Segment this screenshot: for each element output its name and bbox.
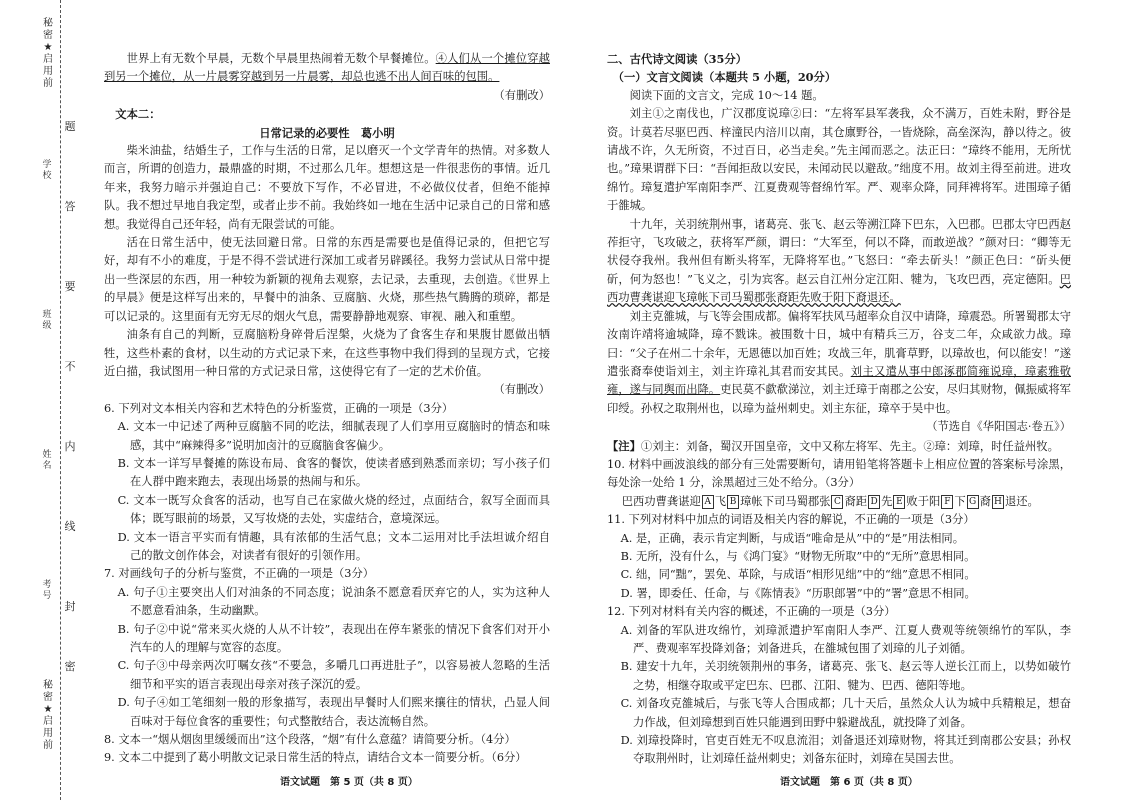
- answer-box[interactable]: E: [893, 495, 905, 509]
- seal-top: 秘密★启用前: [43, 18, 53, 89]
- seal-char: 内: [64, 440, 76, 453]
- binding-dashed-line: [60, 0, 61, 800]
- q6-option-a: A. 文本一中记述了两种豆腐脑不同的吃法，细腻表现了人们享用豆腐脑时的情态和味感，其中“麻辣得多”说明加卤汁的豆腐脑食客偏少。: [117, 420, 550, 452]
- question-11: 11. 下列对材料中加点的词语及相关内容的解说，不正确的一项是（3分）: [607, 513, 975, 527]
- q11-option-d: D. 署，即委任、任命，与《陈情表》“历职郎署”中的“署”意思不相同。: [620, 586, 976, 600]
- underlined-sentence: 刘主又遣从事中郎涿郡简雍说璋，璋素雅敬雍，遂与同舆而出降。: [607, 364, 1071, 397]
- right-page: [607, 50, 1071, 769]
- q6-option-c: C. 文本一既写众食客的活动，也写自己在家做火烧的经过，点面结合，叙写全面而具体；既写眼前的场景，又写妆烧的去处，实虚结合，意境深远。: [117, 493, 550, 526]
- answer-box[interactable]: H: [992, 495, 1004, 509]
- question-8: 8. 文本一“烟从烟囱里缓缓而出”这个段落，“烟”有什么意蕴？请简要分析。（4分）: [104, 733, 516, 747]
- footnote: 【注】①刘主：刘备，蜀汉开国皇帝，文中又称左将军、先主。②璋：刘璋，时任益州牧。: [607, 438, 1059, 453]
- q11-option-c: C. 绌，同“黜”，罢免、革除，与成语“相形见绌”中的“绌”意思不相同。: [620, 568, 976, 582]
- seal-char: 线: [64, 520, 76, 533]
- text2-paragraph: 柴米油盐，结婚生子，工作与生活的日常，足以磨灭一个文学青年的热情。对多数人而言，所谓的创造力，最鼎盛的时期，不过那么几年。想想这是一件很悲伤的事情。近几年来，我努力暗示并强迫自己：不要放下写作，不必冒进，不必做仪仗者，但绝不能掉队。我不想过早地自我定型，或者止步不前。我始终如一地在生活中记录自己的日常和感想。我觉得自己还年轻，尚有无限尝试的可能。: [104, 144, 550, 231]
- seal-char: 要: [64, 280, 76, 293]
- seal-char: 答: [64, 200, 76, 213]
- classical-paragraph: 刘主①之南伐也，广汉郡度说璋②曰：“左将军县军袭我，众不满万，百姓未附，野谷是资。计莫若尽驱巴西、梓潼民内涪川以南，其仓廪野谷，一皆烧除，高垒深沟，静以待之。彼请战不许，久无所资，不过百日，必当走矣。”先主闻而恶之。法正曰：“璋终不能用，无所忧也。”璋果谓群下曰：“吾闻拒敌以安民，未闻动民以避敌。”绌度不用。故刘主得至前进。进攻绵竹。璋复遣护军南阳李严、江夏费观等督绵竹军。严、观率众降，同拜裨将军。进围璋子循于雒城。: [607, 107, 1071, 213]
- text2-label: 文本二：: [115, 107, 161, 122]
- answer-box[interactable]: G: [967, 495, 979, 509]
- q11-option-a: A. 是，正确，表示肯定判断，与成语“唯命是从”中的“是”用法相同。: [620, 531, 965, 545]
- q7-option-c: C. 句子③中母亲两次叮嘱女孩“不要急，多嚼几口再进肚子”，以容易被人忽略的生活细节和平实的语言表现出母亲对孩子深沉的爱。: [117, 659, 550, 691]
- answer-box[interactable]: A: [702, 495, 714, 509]
- q11-option-b: B. 无所，没有什么，与《鸿门宴》“财物无所取”中的“无所”意思相同。: [620, 549, 976, 563]
- field-school: 学校: [42, 160, 52, 181]
- classical-paragraph: 十九年，关羽统荆州事，诸葛亮、张飞、赵云等溯江降下巴东，入巴郡。巴郡太守巴西赵莋拒守，飞攻破之，获将军严颜，谓曰：“大军至，何以不降，而敢逆战？”颜对曰：“卿等无状侵夺我州。我州但有断头将军，无降将军也。”飞怒曰：“牵去斫头！”颜正色曰：“斫头便斫，何为怒也！”飞义之，引为宾客。赵云自江州分定江阳、犍为，飞攻巴西，亮定德阳。巴西功曹龚谌迎飞璋帐下司马蜀郡张裔距先败于阳下裔退还。: [607, 217, 1071, 305]
- reading-instructions: 阅读下面的文言文，完成 10～14 题。: [629, 88, 824, 102]
- text1-continuation: 世界上有无数个早晨，无数个早晨里热闹着无数个早餐摊位。④人们从一个摊位穿越到另一个摊位，从一片晨雾穿越到另一片晨雾，却总也逃不出人间百味的包围。: [104, 52, 550, 84]
- q12-option-b: B. 建安十九年，关羽统领荆州的事务，诸葛亮、张飞、赵云等人逆长江而上，以势如破竹之势，相继夺取或平定巴东、巴郡、江阳、犍为、巴西、德阳等地。: [620, 660, 1071, 692]
- text2-paragraph: 活在日常生活中，使无法回避日常。日常的东西是需要也是值得记录的，但把它写好，却有不小的难度，于是不得不尝试进行深加工或者另辟蹊径。我努力尝试从日常中提出一些深层的东西，用一种较为新颖的视角去观察，去记录，去重现，去创造。《世界上的早晨》便是这样写出来的，早餐中的油条、豆腐脑、火烧，那些热气腾腾的琐碎，都是可以记录的。这里面有无穷无尽的烟火气息，需要静静地观察、审视、融入和重塑。: [104, 236, 550, 323]
- subsection-heading: （一）文言文阅读（本题共 5 小题，20分）: [612, 70, 837, 85]
- seal-char: 封: [64, 600, 76, 613]
- answer-box[interactable]: D: [868, 495, 880, 509]
- question-12: 12. 下列对材料有关内容的概述，不正确的一项是（3分）: [607, 605, 896, 619]
- q12-option-c: C. 刘备攻克雒城后，与张飞等人合围成都；几十天后，虽然众人认为城中兵精粮足，想奋力作战，但刘璋想到百姓只能遇到田野中躲避战乱，就投降了刘备。: [620, 697, 1071, 729]
- binding-margin: [0, 0, 82, 800]
- edit-note: （有删改）: [493, 383, 550, 397]
- answer-box[interactable]: B: [727, 495, 739, 509]
- q6-option-d: D. 文本一语言平实而有情趣，具有浓郁的生活气息；文本二运用对比手法坦诚介绍自己的散文创作体会，对读者有很好的引领作用。: [117, 530, 550, 562]
- q10-sequence: 巴西功曹龚谌迎 A 飞 B 璋帐下司马蜀郡张 C 裔距 D 先 E 败于阳 F 下 G 裔 H 退还。: [621, 494, 1039, 508]
- text2-title: 日常记录的必要性 葛小明: [259, 125, 395, 140]
- answer-box[interactable]: C: [831, 495, 843, 509]
- left-page: [104, 50, 550, 768]
- edit-note: （有删改）: [493, 88, 550, 102]
- question-9: 9. 文本二中提到了葛小明散文记录日常生活的特点，请结合文本一简要分析。（6分）: [104, 751, 527, 765]
- seal-char: 题: [64, 120, 76, 133]
- field-number: 考号: [42, 580, 52, 601]
- q12-option-a: A. 刘备的军队进攻绵竹，刘璋派遣护军南阳人李严、江夏人费观等统领绵竹的军队，李严、费观率军投降刘备；刘备进兵，在雒城包围了刘璋的儿子刘循。: [620, 623, 1071, 655]
- field-name: 姓名: [42, 450, 52, 471]
- q7-option-d: D. 句子④如工笔细刻一般的形象描写，表现出早餐时人们熙来攘往的情状，凸显人间百味对于每位食客的重要性；句式整散结合，表达流畅自然。: [117, 696, 550, 728]
- question-6: 6. 下列对文本相关内容和艺术特色的分析鉴赏，正确的一项是（3分）: [104, 401, 454, 415]
- q7-option-b: B. 句子②中说“常来买火烧的人从不计较”，表现出在停车紧张的情况下食客们对开小汽车的人的理解与宽容的态度。: [117, 622, 550, 654]
- wavy-underlined-passage: 巴西功曹龚谌迎飞璋帐下司马蜀郡张裔距先败于阳下裔退还。: [607, 272, 1071, 305]
- page-footer-left: 语文试题 第 5 页（共 8 页）: [280, 777, 418, 788]
- question-10: 10. 材料中画波浪线的部分有三处需要断句，请用铅笔将答题卡上相应位置的答案标号涂黑，每处涂一处给 1 分，涂黑超过三处不给分。（3分）: [607, 457, 1071, 490]
- q12-option-d: D. 刘璋投降时，官吏百姓无不叹息流泪；刘备退还刘璋财物，将其迁到南郡公安县；孙权夺取荆州时，让刘璋任益州刺史；刘备东征时，刘璋在吴国去世。: [620, 734, 1071, 766]
- page-footer-right: 语文试题 第 6 页（共 8 页）: [780, 777, 918, 788]
- classical-paragraph: 刘主克雒城，与飞等会围成都。偏将军扶风马超率众自汉中请降，璋震恐。所署蜀郡太守汝南许靖将逾城降，璋不戮诛。被围数十日，城中有精兵三万，谷支二年，众咸欲力战。璋曰：“父子在州二十余年，无恩德以加百姓；攻战三年，肌膏草野，以璋故也，何以能安！”遂遣张裔奉使诣刘主，刘主许璋礼其君而安其民。刘主又遣从事中郎涿郡简雍说璋，璋素雅敬雍，遂与同舆而出降。吏民莫不歔欷涕泣，刘主迁璋于南郡之公安，尽归其财物，佩振威将军印绶。孙权之取荆州也，以璋为益州刺史。刘主东征，璋卒于吴中也。: [607, 309, 1071, 415]
- underlined-sentence-4: ④人们从一个摊位穿越到另一个摊位，从一片晨雾穿越到另一片晨雾，却总也逃不出人间百味的包围。: [104, 52, 550, 84]
- seal-char: 密: [64, 660, 76, 673]
- question-7: 7. 对画线句子的分析与鉴赏，不正确的一项是（3分）: [104, 567, 375, 581]
- answer-box[interactable]: F: [941, 495, 953, 509]
- seal-bottom: 秘密★启用前: [43, 680, 53, 751]
- seal-char: 不: [64, 360, 76, 373]
- q6-option-b: B. 文本一详写早餐摊的陈设布局、食客的餐饮，使读者感到熟悉而亲切；写小孩子们在人群中跑来跑去，表现出场景的热闹与和乐。: [117, 456, 550, 489]
- source-note: （节选自《华阳国志·卷五》）: [926, 420, 1071, 434]
- section-heading: 二、古代诗文阅读（35分）: [607, 52, 747, 66]
- text2-paragraph: 油条有自己的判断，豆腐脑粉身碎骨后涅槃，火烧为了食客生存和果腹甘愿做出牺牲，这些朴素的食材，以生动的方式记录下来，在这些事物中我们得到的呈现方式，它接近白描，我试图用一种日常的方式记录日常，这使得它有了一定的艺术价值。: [104, 328, 550, 378]
- q7-option-a: A. 句子①主要突出人们对油条的不同态度；说油条不愿意看厌弃它的人，实为这种人不愿意看油条，生动幽默。: [117, 585, 550, 618]
- field-class: 班级: [42, 310, 52, 331]
